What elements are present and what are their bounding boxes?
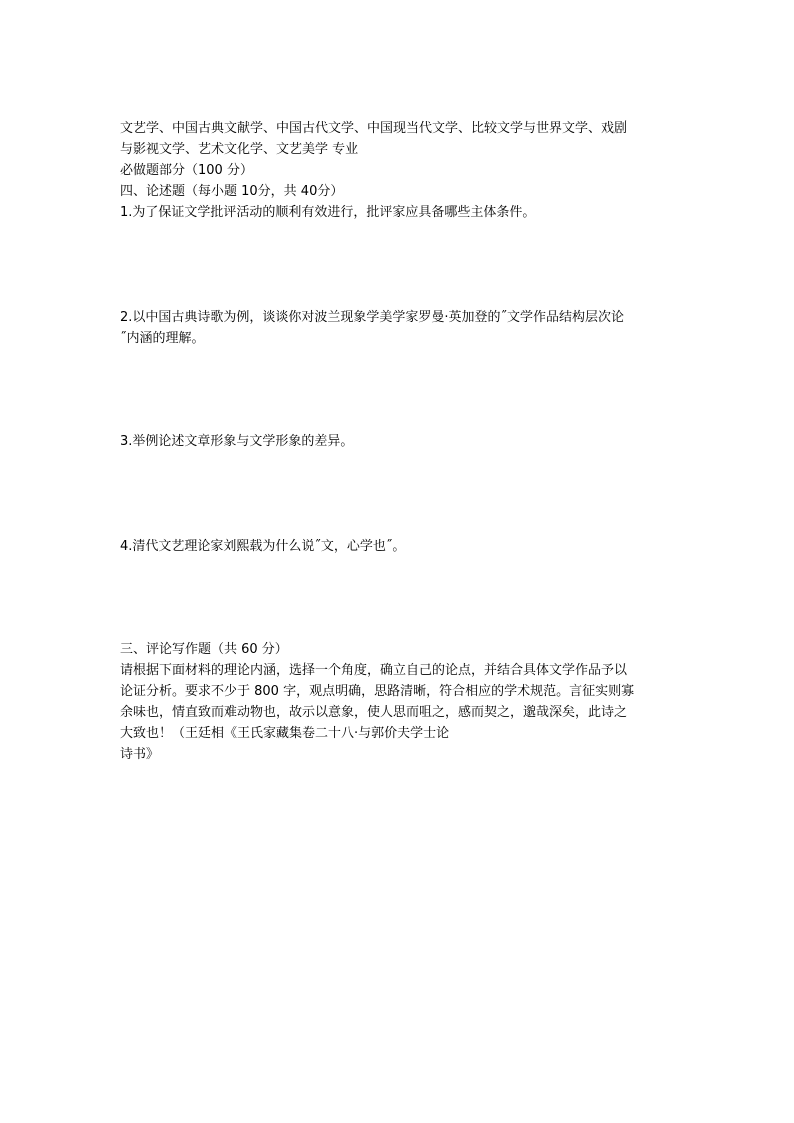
section-3-line-5: 诗书》 bbox=[120, 747, 160, 762]
majors-line-2: 与影视文学、艺术文化学、文艺美学 专业 bbox=[120, 142, 359, 157]
section-4-title: 四、论述题（每小题 10分，共 40分） bbox=[120, 184, 344, 199]
required-part-heading: 必做题部分（100 分） bbox=[120, 163, 253, 178]
majors-line-1: 文艺学、中国古典文献学、中国古代文学、中国现当代文学、比较文学与世界文学、戏剧 bbox=[120, 121, 628, 136]
question-2-line-2: ˝内涵的理解。 bbox=[120, 331, 205, 346]
question-2-line-1: 2.以中国古典诗歌为例，谈谈你对波兰现象学美学家罗曼·英加登的˝文学作品结构层次论 bbox=[120, 310, 625, 325]
question-4: 4.清代文艺理论家刘熙载为什么说˝文，心学也˝。 bbox=[120, 539, 406, 554]
question-1: 1.为了保证文学批评活动的顺利有效进行，批评家应具备哪些主体条件。 bbox=[120, 205, 536, 220]
question-3: 3.举例论述文章形象与文学形象的差异。 bbox=[120, 434, 354, 449]
section-3-line-3: 余味也，情直致而难动物也，故示以意象，使人思而咀之，感而契之，邈哉深矣，此诗之 bbox=[120, 705, 628, 720]
section-3-line-4: 大致也！（王廷相《王氏家藏集卷二十八·与郭价夫学士论 bbox=[120, 726, 450, 741]
section-3-line-2: 论证分析。要求不少于 800 字，观点明确，思路清晰，符合相应的学术规范。言征实则寡 bbox=[120, 684, 635, 699]
section-3-title: 三、评论写作题（共 60 分） bbox=[120, 642, 288, 657]
section-3-line-1: 请根据下面材料的理论内涵，选择一个角度，确立自己的论点，并结合具体文学作品予以 bbox=[120, 663, 628, 678]
